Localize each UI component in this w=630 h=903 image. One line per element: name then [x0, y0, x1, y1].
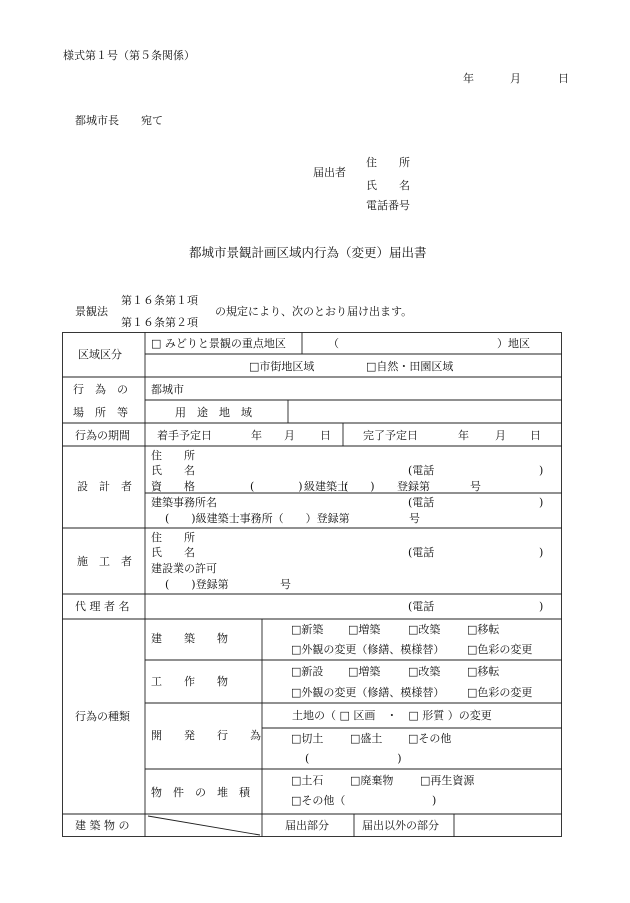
- deposit-waste-checkbox[interactable]: □廃棄物: [350, 774, 394, 787]
- designer-name: 氏 名: [151, 464, 195, 477]
- builder-address: 住 所: [151, 531, 195, 544]
- notifier-name: 氏 名: [366, 179, 410, 192]
- place-use-area-label: 用 途 地 域: [175, 406, 252, 419]
- notifier-address: 住 所: [366, 156, 410, 169]
- deposit-other-close: ): [432, 794, 437, 807]
- period-end-year: 年: [458, 429, 469, 442]
- structure-extension-checkbox[interactable]: □増築: [348, 665, 381, 678]
- period-start-day: 日: [320, 429, 331, 442]
- period-end-month: 月: [495, 429, 506, 442]
- builder-license-registration: ( )登録第: [165, 578, 229, 591]
- designer-registration-number: 号: [470, 480, 481, 493]
- period-start-year: 年: [251, 429, 262, 442]
- deposit-soil-checkbox[interactable]: □土石: [291, 774, 324, 787]
- other-part-label: 届出以外の部分: [362, 819, 439, 832]
- addressee: 都城市長 宛て: [75, 114, 163, 127]
- development-cut-checkbox[interactable]: □切土: [291, 732, 324, 745]
- period-start-label: 着手予定日: [157, 429, 212, 442]
- designer-office-number: 号: [409, 512, 420, 525]
- building-extension-checkbox[interactable]: □増築: [348, 623, 381, 636]
- builder-phone-close: ): [539, 546, 544, 559]
- development-other-paren: ( ): [305, 752, 402, 765]
- designer-qualification-paren: ( ): [250, 480, 303, 493]
- builder-phone-open: (電話: [408, 546, 435, 559]
- intro-text: の規定により、次のとおり届け出ます。: [215, 305, 413, 318]
- structure-label: 工 作 物: [151, 675, 228, 688]
- zone-key-area-checkbox[interactable]: □ みどりと景観の重点地区: [151, 337, 286, 350]
- structure-exterior-change-checkbox[interactable]: □外観の変更（修繕、模様替）: [291, 686, 445, 699]
- period-end-label: 完了予定日: [363, 429, 418, 442]
- document-title: 都城市景観計画区域内行為（変更）届出書: [189, 245, 427, 260]
- notifier-phone: 電話番号: [366, 199, 410, 212]
- zone-label: 区域区分: [78, 348, 122, 361]
- designer-registration-paren: ( ): [344, 480, 375, 493]
- zone-city-area-checkbox[interactable]: □市街地区域: [249, 360, 315, 373]
- action-type-label: 行為の種類: [75, 710, 130, 723]
- development-other-checkbox[interactable]: □その他: [408, 732, 452, 745]
- designer-address: 住 所: [151, 449, 195, 462]
- designer-registration-label: 登録第: [397, 480, 430, 493]
- form-number: 様式第１号（第５条関係）: [63, 49, 195, 62]
- agent-phone-close: ): [539, 600, 544, 613]
- intro-law: 景観法: [75, 305, 108, 318]
- designer-office-phone-open: (電話: [408, 496, 435, 509]
- zone-district-label: ）地区: [497, 337, 530, 350]
- date-month: 月: [510, 72, 521, 85]
- place-city: 都城市: [151, 383, 184, 396]
- builder-license-label: 建設業の許可: [151, 562, 217, 575]
- structure-rebuild-checkbox[interactable]: □改築: [408, 665, 441, 678]
- date-year: 年: [463, 72, 474, 85]
- period-label: 行為の期間: [75, 429, 130, 442]
- designer-phone-open: (電話: [408, 464, 435, 477]
- intro-clause-1: 第１６条第１項: [121, 294, 198, 307]
- building-color-change-checkbox[interactable]: □色彩の変更: [467, 643, 533, 656]
- notification-form-table: [62, 332, 562, 837]
- structure-new-checkbox[interactable]: □新設: [291, 665, 324, 678]
- designer-architect-label: 級建築士: [304, 480, 348, 493]
- builder-license-number: 号: [280, 578, 291, 591]
- builder-name: 氏 名: [151, 546, 195, 559]
- notifier-label: 届出者: [313, 166, 346, 179]
- building-new-checkbox[interactable]: □新築: [291, 623, 324, 636]
- period-start-month: 月: [284, 429, 295, 442]
- building-exterior-change-checkbox[interactable]: □外観の変更（修繕、模様替）: [291, 643, 445, 656]
- notified-part-label: 届出部分: [285, 819, 329, 832]
- place-label-bottom: 場 所 等: [73, 406, 128, 419]
- date-day: 日: [558, 72, 569, 85]
- structure-relocation-checkbox[interactable]: □移転: [467, 665, 500, 678]
- development-label: 開 発 行 為: [151, 729, 261, 742]
- designer-phone-close: ): [539, 464, 544, 477]
- designer-office-phone-close: ): [539, 496, 544, 509]
- designer-office-registration: ( )級建築士事務所（ ）登録第: [165, 512, 350, 525]
- building-rebuild-checkbox[interactable]: □改築: [408, 623, 441, 636]
- deposit-other-checkbox[interactable]: □その他（: [291, 794, 346, 807]
- building-relocation-checkbox[interactable]: □移転: [467, 623, 500, 636]
- place-label-top: 行 為 の: [73, 383, 128, 396]
- designer-label: 設 計 者: [77, 480, 132, 493]
- designer-qualification-label: 資 格: [151, 480, 195, 493]
- building-label: 建 築 物: [151, 632, 228, 645]
- period-end-day: 日: [530, 429, 541, 442]
- agent-label: 代 理 者 名: [75, 600, 130, 613]
- development-fill-checkbox[interactable]: □盛土: [350, 732, 383, 745]
- diagonal-line: [148, 816, 260, 835]
- designer-office-label: 建築事務所名: [151, 496, 217, 509]
- deposit-recycled-checkbox[interactable]: □再生資源: [420, 774, 475, 787]
- zone-open-paren: （: [328, 337, 339, 350]
- intro-clause-2: 第１６条第２項: [121, 316, 198, 329]
- structure-color-change-checkbox[interactable]: □色彩の変更: [467, 686, 533, 699]
- zone-nature-area-checkbox[interactable]: □自然・田園区域: [366, 360, 454, 373]
- development-land-change[interactable]: 土地の（ □ 区画 ・ □ 形質 ）の変更: [292, 709, 492, 722]
- builder-label: 施 工 者: [77, 555, 132, 568]
- agent-phone-open: (電話: [408, 600, 435, 613]
- building-bottom-label: 建 築 物 の: [75, 819, 130, 832]
- deposit-label: 物 件 の 堆 積: [151, 786, 250, 799]
